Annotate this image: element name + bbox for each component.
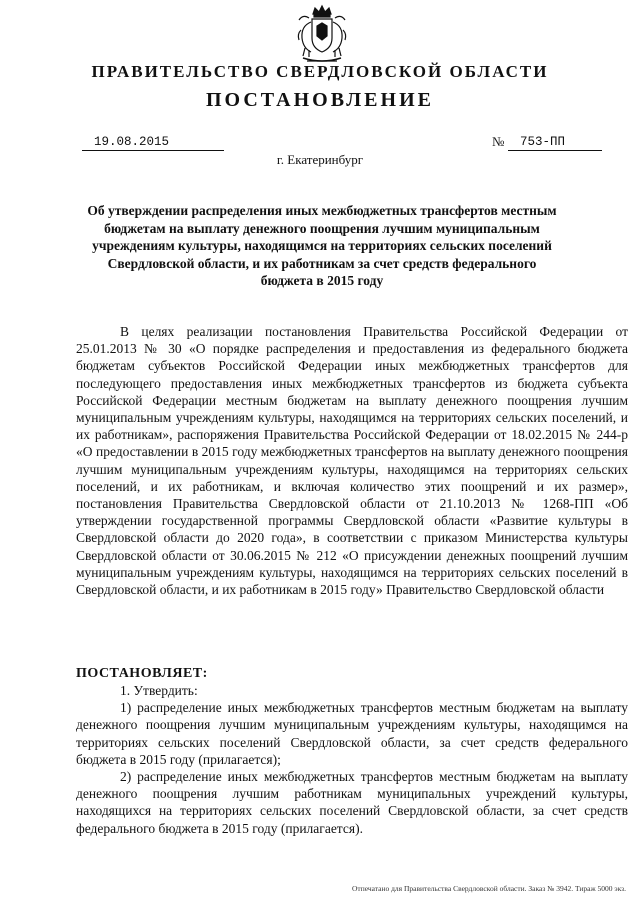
preamble-paragraph: В целях реализации постановления Правительства Российской Федерации от 25.01.2013 № 30 «О порядке распределения и предоставления из федерального бюджета бюджетам субъектов Российской Федерации иных межбюджетных трансфертов для последующего предоставления иных межбюджетных трансфертов из бюджета субъекта Российской Федерации местным бюджетам на выплату денежного поощрения лучшим муниципальным учреждениям культуры, находящимся на территориях сельских поселений, и их работникам», распоряжения Правительства Российской Федерации от 18.02.2015 № 244-р «О предоставлении в 2015 году межбюджетных трансфертов на выплату денежного поощрения лучшим муниципальным учреждениям культуры, находящимся на территориях сельских поселений, и их работникам, и включая количество этих поощрений и их размер», постановления Правительства Свердловской области от 21.10.2013 № 1268-ПП «Об утверждении государственной программы Свердловской области «Развитие культуры в Свердловской области до 2020 года», в соответствии с приказом Министерства культуры Свердловской области от 30.06.2015 № 212 «О присуждении денежных поощрений лучшим муниципальным учреждениям культуры, находящимся на территориях сельских поселений в Свердловской области, и их работникам в 2015 году» Правительство Свердловской области [76, 324, 628, 598]
document-type: ПОСТАНОВЛЕНИЕ [206, 89, 434, 111]
print-footer: Отпечатано для Правительства Свердловской области. Заказ № 3942. Тираж 5000 экз. [352, 884, 626, 893]
city: г. Екатеринбург [276, 152, 364, 167]
item-1-1: 1) распределение иных межбюджетных трансфертов местным бюджетам на выплату денежного поощрения лучшим муниципальным учреждениям культуры, находящимся на территориях сельских поселений Свердловской области, за счет средств федерального бюджета в 2015 году (прилагается); [76, 700, 628, 767]
preamble [76, 323, 628, 598]
item-1-2: 2) распределение иных межбюджетных трансфертов местным бюджетам на выплату денежного поощрения лучшим работникам муниципальных учреждений культуры, находящихся на территориях сельских поселений Свердловской области, за счет средств федерального бюджета в 2015 году (прилагается). [76, 769, 628, 836]
item-1: 1. Утвердить: [120, 683, 198, 698]
document-title: Об утверждении распределения иных межбюджетных трансфертов местным бюджетам на выплату денежного поощрения лучшим муниципальным учреждениям культуры, находящимся на территориях сельских поселений Свердловской области, и их работникам за счет средств федерального бюджета в 2015 году [87, 203, 557, 288]
document-number: 753-ПП [508, 134, 602, 151]
decree-items [76, 682, 628, 837]
government-name: ПРАВИТЕЛЬСТВО СВЕРДЛОВСКОЙ ОБЛАСТИ [91, 62, 549, 81]
document-date: 19.08.2015 [82, 134, 224, 151]
number-sign: № [492, 134, 505, 149]
decree-heading: ПОСТАНОВЛЯЕТ: [76, 666, 208, 681]
coat-of-arms-icon [293, 4, 351, 64]
